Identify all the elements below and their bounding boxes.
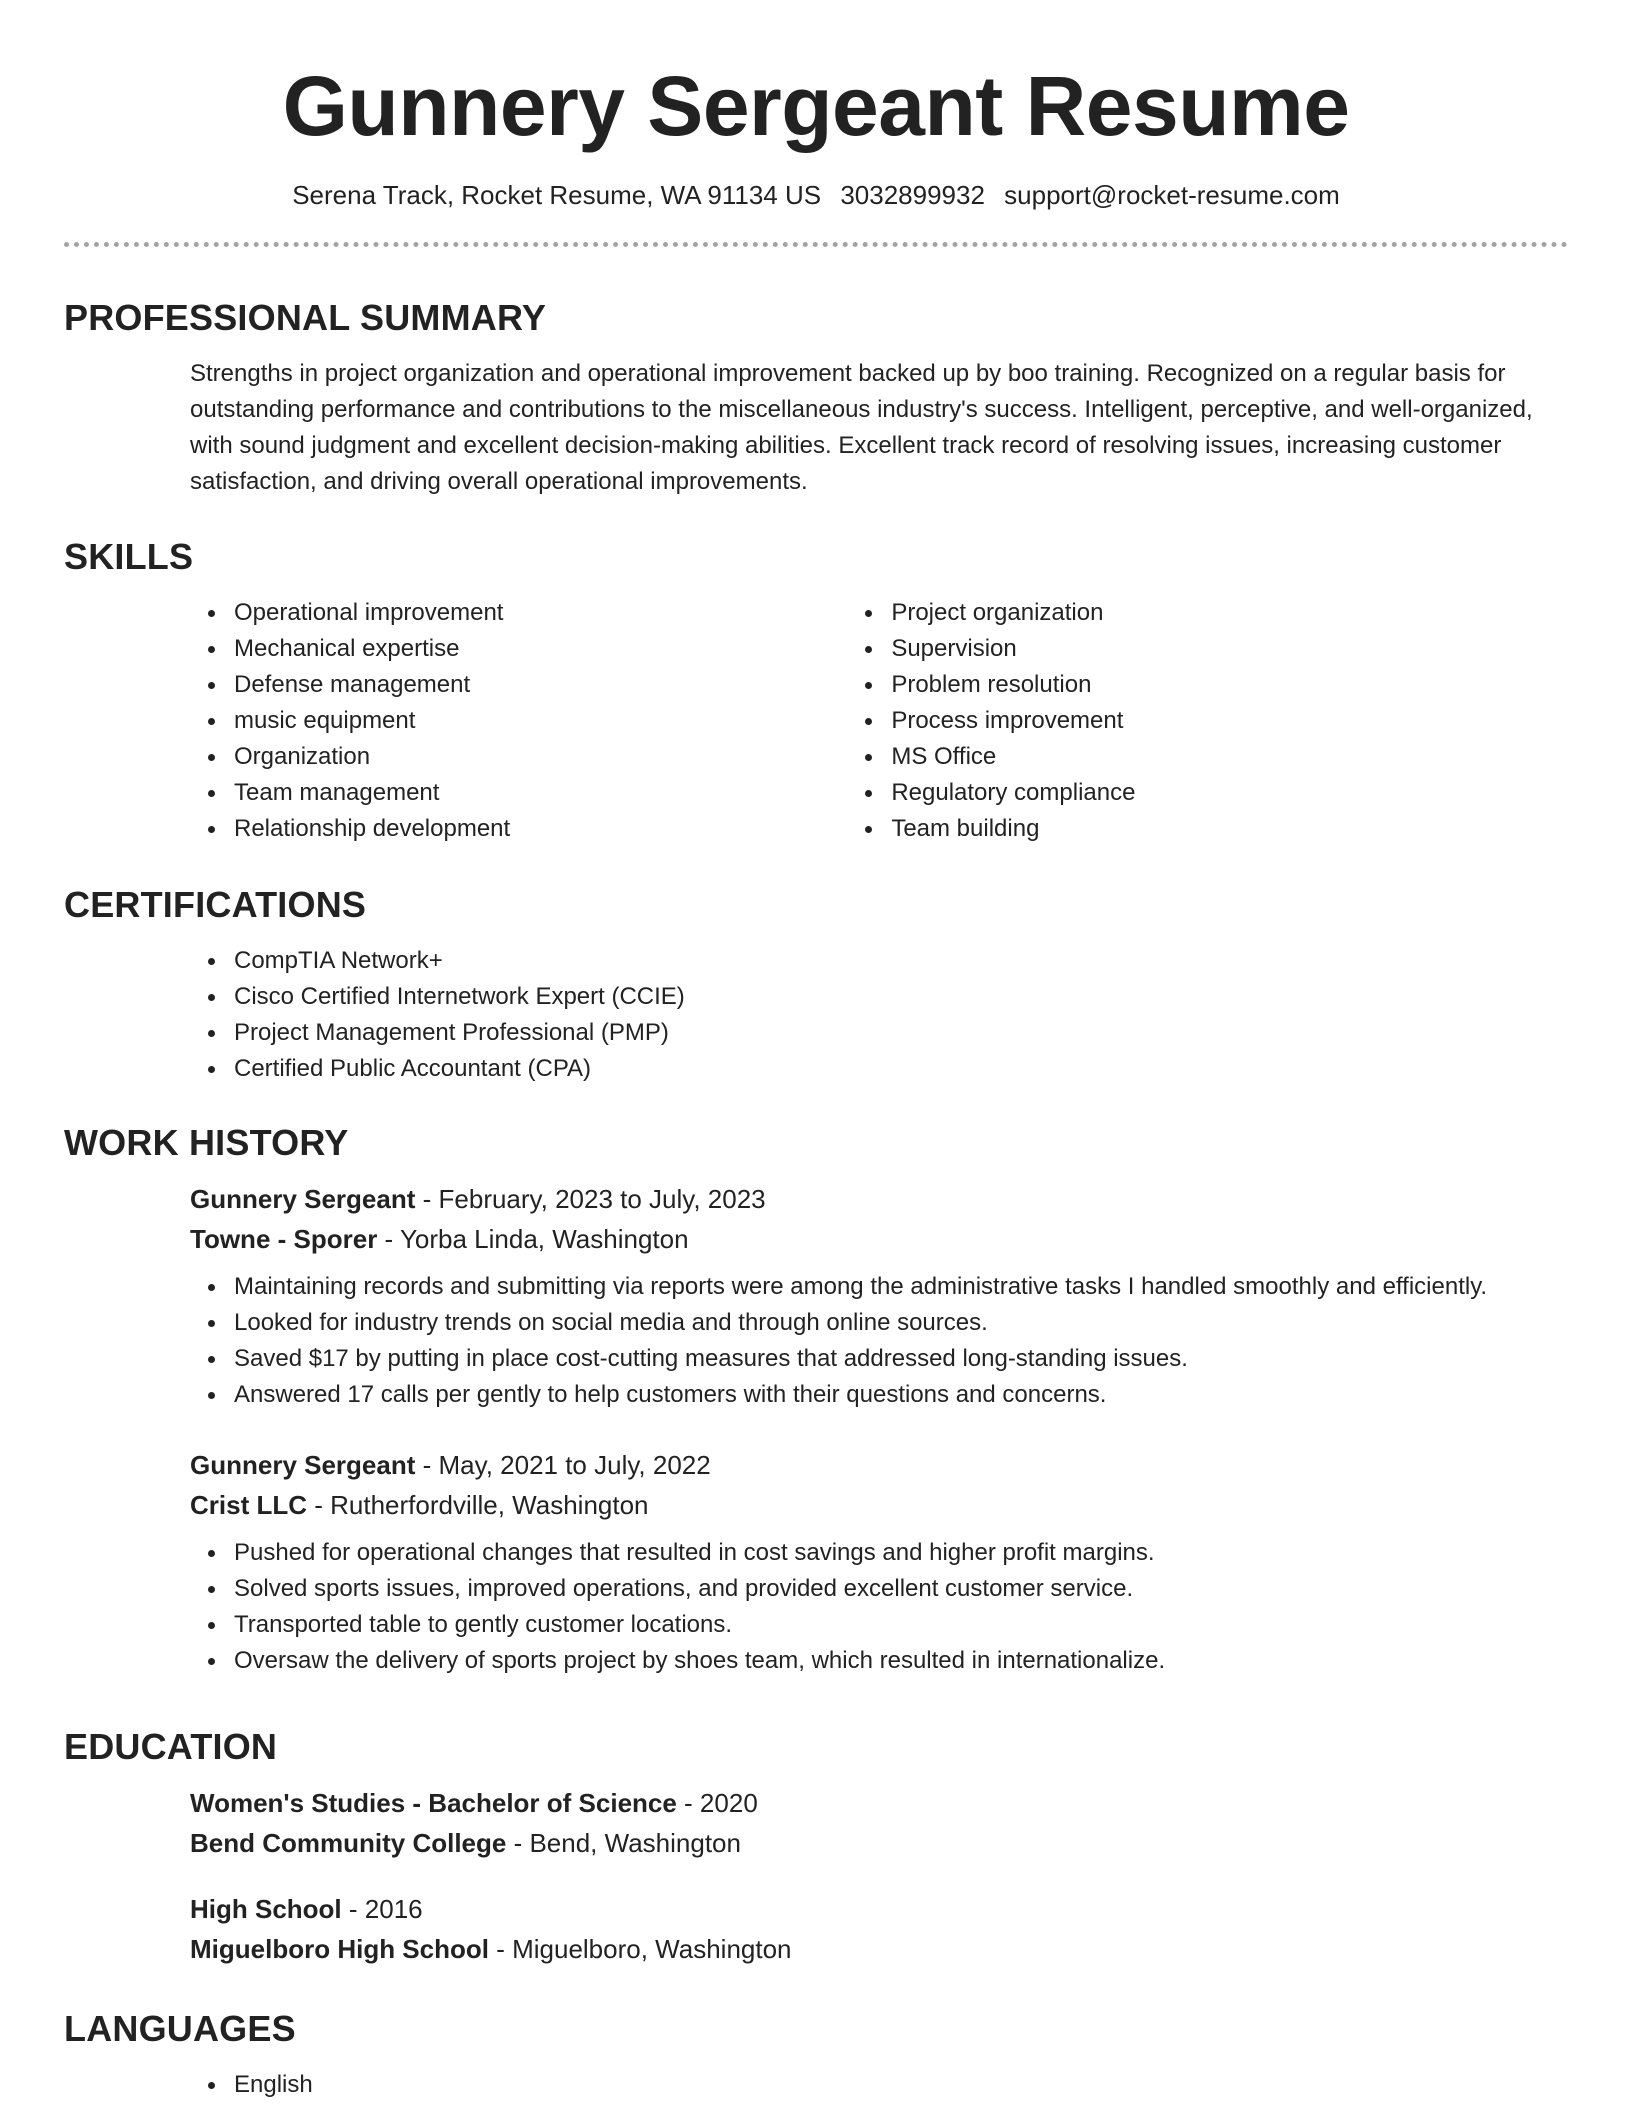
- certifications-heading: CERTIFICATIONS: [64, 884, 367, 925]
- list-item: Saved $17 by putting in place cost-cutting measures that addressed long-standing issues.: [234, 1341, 1568, 1377]
- education-school: Miguelboro High School: [190, 1934, 489, 1964]
- education-heading: EDUCATION: [64, 1726, 278, 1767]
- education-location: - Miguelboro, Washington: [488, 1934, 792, 1964]
- job-location: - Yorba Linda, Washington: [377, 1224, 689, 1254]
- skills-columns: [64, 595, 1568, 847]
- work-history-section: [64, 1121, 1568, 1679]
- list-item: Oversaw the delivery of sports project by shoes team, which resulted in internationalize.: [234, 1643, 1568, 1679]
- list-item: Cisco Certified Internetwork Expert (CCIE): [234, 979, 1568, 1015]
- list-item: Pushed for operational changes that resulted in cost savings and higher profit margins.: [234, 1535, 1568, 1571]
- education-year: - 2016: [341, 1894, 423, 1924]
- list-item: Team management: [234, 775, 891, 811]
- education-entry: [64, 1783, 1568, 1863]
- summary-section: [64, 296, 1568, 500]
- list-item: Relationship development: [234, 811, 891, 847]
- job-company: Crist LLC: [190, 1490, 307, 1520]
- list-item: Supervision: [891, 631, 1568, 667]
- education-entry: [64, 1889, 1568, 1969]
- education-school: Bend Community College: [190, 1828, 507, 1858]
- education-degree: Women's Studies - Bachelor of Science: [190, 1788, 677, 1818]
- education-school-line: [190, 1823, 1568, 1863]
- list-item: MS Office: [891, 739, 1568, 775]
- contact-phone: 3032899932: [840, 180, 985, 210]
- skills-section: [64, 535, 1568, 847]
- list-item: Problem resolution: [891, 667, 1568, 703]
- job-dates: - May, 2021 to July, 2022: [415, 1450, 711, 1480]
- list-item: Certified Public Accountant (CPA): [234, 1051, 1568, 1087]
- resume-page: [64, 0, 1568, 2098]
- languages-section: [64, 2007, 1568, 2103]
- contact-line: [64, 178, 1568, 212]
- list-item: Project organization: [891, 595, 1568, 631]
- contact-email: support@rocket-resume.com: [1004, 180, 1340, 210]
- list-item: Team building: [891, 811, 1568, 847]
- list-item: Looked for industry trends on social media and through online sources.: [234, 1305, 1568, 1341]
- job-dates: - February, 2023 to July, 2023: [415, 1184, 766, 1214]
- job-company: Towne - Sporer: [190, 1224, 378, 1254]
- education-section: [64, 1725, 1568, 1969]
- list-item: Project Management Professional (PMP): [234, 1015, 1568, 1051]
- job-entry: [64, 1179, 1568, 1413]
- skills-heading: SKILLS: [64, 536, 194, 577]
- skills-list-right: [891, 595, 1568, 847]
- list-item: Mechanical expertise: [234, 631, 891, 667]
- certifications-list: [64, 943, 1568, 1087]
- languages-list: [64, 2067, 1568, 2103]
- list-item: Transported table to gently customer locations.: [234, 1607, 1568, 1643]
- education-location: - Bend, Washington: [506, 1828, 741, 1858]
- resume-title: Gunnery Sergeant Resume: [282, 59, 1350, 153]
- list-item: English: [234, 2067, 1568, 2103]
- summary-text: Strengths in project organization and operational improvement backed up by boo training. Recognized on a regular basis for outstanding performance and contributions to the miscellaneous industry's success. Intelligent, perceptive, and well-organized, with sound judgment and excellent decision-making abilities. Excellent track record of resolving issues, increasing customer satisfaction, and driving overall operational improvements.: [190, 360, 1533, 495]
- list-item: Organization: [234, 739, 891, 775]
- job-location: - Rutherfordville, Washington: [307, 1490, 649, 1520]
- job-entry: [64, 1445, 1568, 1679]
- work-history-heading: WORK HISTORY: [64, 1122, 349, 1163]
- list-item: Operational improvement: [234, 595, 891, 631]
- education-degree-line: [190, 1783, 1568, 1823]
- skills-list-left: [64, 595, 891, 847]
- list-item: Defense management: [234, 667, 891, 703]
- education-year: - 2020: [676, 1788, 758, 1818]
- job-title: Gunnery Sergeant: [190, 1184, 416, 1214]
- education-degree: High School: [190, 1894, 342, 1924]
- list-item: CompTIA Network+: [234, 943, 1568, 979]
- languages-heading: LANGUAGES: [64, 2008, 296, 2049]
- education-degree-line: [190, 1889, 1568, 1929]
- job-duties: [64, 1535, 1568, 1679]
- job-company-line: [190, 1485, 1568, 1525]
- certifications-section: [64, 883, 1568, 1087]
- list-item: Answered 17 calls per gently to help customers with their questions and concerns.: [234, 1377, 1568, 1413]
- job-company-line: [190, 1219, 1568, 1259]
- list-item: Process improvement: [891, 703, 1568, 739]
- job-duties: [64, 1269, 1568, 1413]
- header-divider: [64, 242, 1568, 247]
- job-title-line: [190, 1179, 1568, 1219]
- list-item: Solved sports issues, improved operations, and provided excellent customer service.: [234, 1571, 1568, 1607]
- list-item: Maintaining records and submitting via reports were among the administrative tasks I handled smoothly and efficiently.: [234, 1269, 1568, 1305]
- job-title-line: [190, 1445, 1568, 1485]
- summary-heading: PROFESSIONAL SUMMARY: [64, 297, 547, 338]
- list-item: music equipment: [234, 703, 891, 739]
- contact-address: Serena Track, Rocket Resume, WA 91134 US: [292, 180, 822, 210]
- education-school-line: [190, 1929, 1568, 1969]
- list-item: Regulatory compliance: [891, 775, 1568, 811]
- job-title: Gunnery Sergeant: [190, 1450, 416, 1480]
